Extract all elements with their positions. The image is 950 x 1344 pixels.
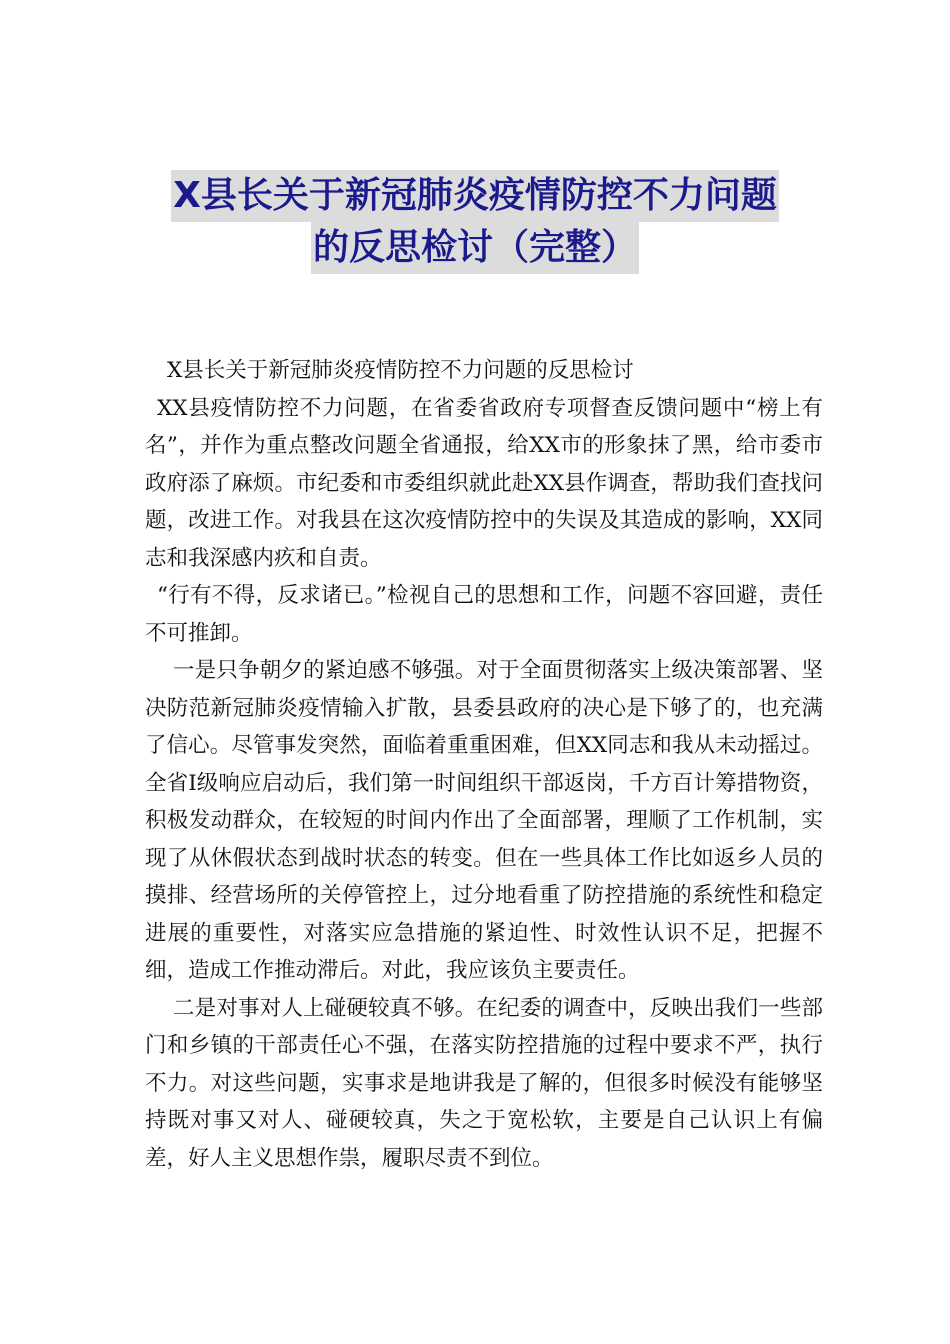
document-title [0,170,950,274]
paragraph-intro: XX县疫情防控不力问题，在省委省政府专项督查反馈问题中“榜上有名”，并作为重点整改问题全省通报，给XX市的形象抹了黑，给市委市政府添了麻烦。市纪委和市委组织就此赴XX县作调查，帮助我们查找问题，改进工作。对我县在这次疫情防控中的失误及其造成的影响，XX同志和我深感内疚和自责。 [145,395,823,571]
title-line-2: 的反思检讨（完整） [311,222,639,274]
title-line-1: X县长关于新冠肺炎疫情防控不力问题 [171,170,779,222]
document-body [145,352,823,1177]
subtitle-paragraph: X县长关于新冠肺炎疫情防控不力问题的反思检讨 [167,358,634,383]
paragraph-quote: “行有不得，反求诸已。”检视自己的思想和工作，问题不容回避，责任不可推卸。 [145,583,823,646]
paragraph-point-two: 二是对事对人上碰硬较真不够。在纪委的调查中，反映出我们一些部门和乡镇的干部责任心不强，在落实防控措施的过程中要求不严，执行不力。对这些问题，实事求是地讲我是了解的，但很多时候没有能够坚持既对事又对人、碰硬较真，失之于宽松软，主要是自己认识上有偏差，好人主义思想作祟，履职尽责不到位。 [145,995,823,1171]
paragraph-point-one: 一是只争朝夕的紧迫感不够强。对于全面贯彻落实上级决策部署、坚决防范新冠肺炎疫情输入扩散，县委县政府的决心是下够了的，也充满了信心。尽管事发突然，面临着重重困难，但XX同志和我从未动摇过。全省I级响应启动后，我们第一时间组织干部返岗，千方百计筹措物资，积极发动群众，在较短的时间内作出了全面部署，理顺了工作机制，实现了从休假状态到战时状态的转变。但在一些具体工作比如返乡人员的摸排、经营场所的关停管控上，过分地看重了防控措施的系统性和稳定进展的重要性，对落实应急措施的紧迫性、时效性认识不足，把握不细，造成工作推动滞后。对此，我应该负主要责任。 [145,658,823,983]
